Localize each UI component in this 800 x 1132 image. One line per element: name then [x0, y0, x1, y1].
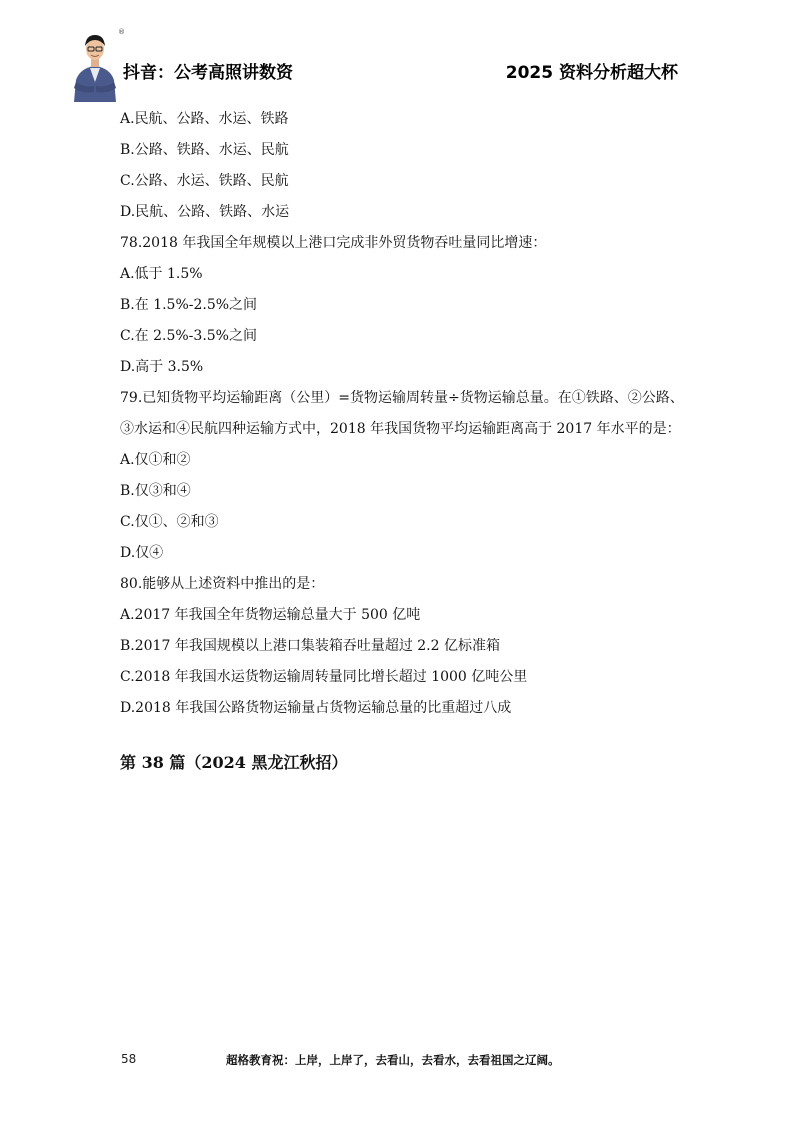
registered-mark: ®	[118, 28, 125, 36]
header-channel-title: 抖音：公考高照讲数资	[123, 63, 293, 83]
question-80: 80.能够从上述资料中推出的是：	[120, 576, 325, 592]
option-line: D.仅④	[120, 545, 164, 561]
option-line: C.2018 年我国水运货物运输周转量同比增长超过 1000 亿吨公里	[120, 669, 528, 685]
option-line: C.在 2.5%-3.5%之间	[120, 328, 257, 344]
footer-slogan: 超格教育祝：上岸，上岸了，去看山，去看水，去看祖国之辽阔。	[226, 1053, 560, 1067]
question-79: 79.已知货物平均运输距离（公里）=货物运输周转量÷货物运输总量。在①铁路、②公路、	[120, 390, 684, 406]
option-line: D.2018 年我国公路货物运输量占货物运输总量的比重超过八成	[120, 700, 512, 716]
option-line: A.仅①和②	[120, 452, 191, 468]
option-line: C.公路、水运、铁路、民航	[120, 173, 289, 189]
option-line: B.在 1.5%-2.5%之间	[120, 297, 258, 313]
option-line: B.仅③和④	[120, 483, 191, 499]
question-content	[120, 104, 690, 724]
question-79-continued: ③水运和④民航四种运输方式中，2018 年我国货物平均运输距离高于 2017 年水平的是：	[120, 421, 681, 437]
option-line: A.2017 年我国全年货物运输总量大于 500 亿吨	[120, 607, 421, 623]
option-line: C.仅①、②和③	[120, 514, 219, 530]
option-line: D.民航、公路、铁路、水运	[120, 204, 290, 220]
page-number: 58	[121, 1052, 137, 1066]
question-78: 78.2018 年我国全年规模以上港口完成非外贸货物吞吐量同比增速：	[120, 235, 547, 251]
option-line: B.公路、铁路、水运、民航	[120, 142, 289, 158]
option-line: A.低于 1.5%	[120, 266, 203, 282]
option-line: D.高于 3.5%	[120, 359, 204, 375]
section-title: 第 38 篇（2024 黑龙江秋招）	[120, 753, 348, 772]
option-line: A.民航、公路、水运、铁路	[120, 111, 289, 127]
option-line: B.2017 年我国规模以上港口集装箱吞吐量超过 2.2 亿标准箱	[120, 638, 500, 654]
presenter-avatar	[70, 30, 120, 102]
header-book-title: 2025 资料分析超大杯	[505, 63, 678, 83]
